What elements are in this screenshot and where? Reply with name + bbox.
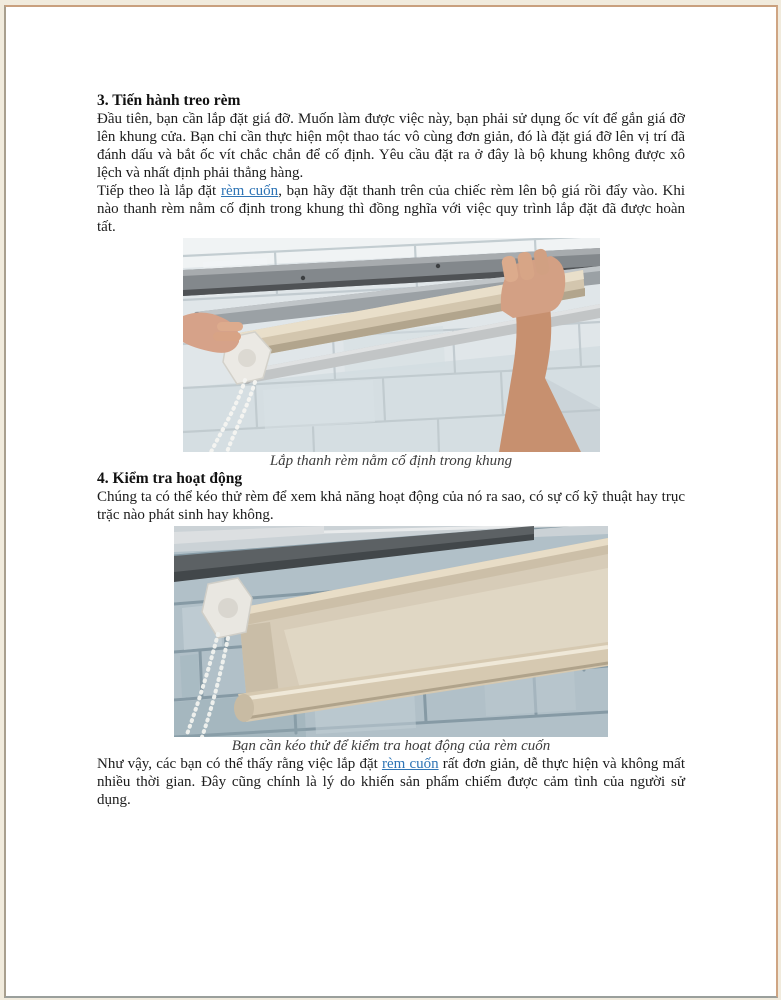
paragraph-test-blind [97,488,685,524]
paragraph-text: , bạn hãy đặt thanh trên của chiếc rèm lên bộ giá rồi đẩy vào. Khi nào thanh rèm nằm cố định trong khung thì đồng nghĩa với việc quy trình lắp đặt đã được hoàn tất. [97,183,685,235]
paragraph-text: Như vậy, các bạn có thể thấy rằng việc lắp đặt [97,756,382,772]
paragraph-text: Đầu tiên, bạn cần lắp đặt giá đỡ. Muốn làm được việc này, bạn phải sử dụng ốc vít để gắn giá đỡ lên khung cửa. Bạn chỉ cần thực hiện một thao tác vô cùng đơn giản, đó là đặt giá đỡ lên vị trí đã đánh dấu và bắt ốc vít chắc chắn để cố định. Yêu cầu đặt ra ở đây là bộ khung không được xô lệch và nhất định phải thẳng hàng. [97,111,685,181]
article-body [97,7,685,809]
figure-caption-install: Lắp thanh rèm nằm cố định trong khung [269,453,513,469]
figure-test-blind [174,526,608,755]
test-blind-photo [174,526,608,737]
section-4-heading: 4. Kiểm tra hoạt động [97,470,243,487]
document-page [4,5,778,998]
figure-caption-test: Bạn cần kéo thử để kiểm tra hoạt động của rèm cuốn [231,738,551,754]
paragraph-text: Chúng ta có thể kéo thử rèm để xem khả năng hoạt động của nó ra sao, có sự cố kỹ thuật hay trục trặc nào phát sinh hay không. [97,489,685,523]
paragraph-closing [97,755,685,809]
paragraph-install-brackets [97,110,685,182]
rem-cuon-link-2[interactable]: rèm cuốn [381,756,439,772]
paragraph-text: Tiếp theo là lắp đặt [97,183,221,199]
paragraph-install-blind [97,182,685,236]
rem-cuon-link-1[interactable]: rèm cuốn [220,183,279,199]
figure-install-blind [183,238,600,470]
section-3-heading: 3. Tiến hành treo rèm [97,92,241,109]
paragraph-text: rất đơn giản, dễ thực hiện và không mất nhiều thời gian. Đây cũng chính là lý do khiến sản phẩm chiếm được cảm tình của người sử dụng. [97,756,686,808]
install-blind-photo [183,238,600,452]
